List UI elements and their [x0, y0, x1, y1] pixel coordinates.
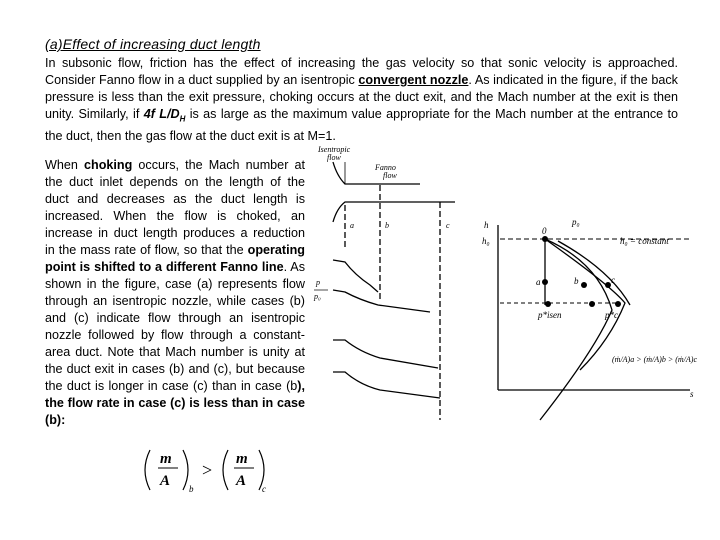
- svg-text:p₀: p₀: [314, 292, 321, 301]
- svg-text:p: p: [316, 278, 320, 287]
- svg-text:a: a: [350, 221, 354, 230]
- intro-text-1: In subsonic flow, friction has the effect of increasing the gas velocity so that sonic velocity is approached. Consider Fanno flow in a duct supplied by an isentropic: [45, 56, 678, 87]
- svg-text:m: m: [160, 451, 172, 467]
- svg-text:b: b: [574, 276, 579, 286]
- svg-text:A: A: [236, 473, 247, 489]
- svg-text:>: >: [202, 460, 213, 480]
- duct-labels: [313, 145, 450, 301]
- svg-text:h₀: h₀: [482, 236, 490, 246]
- hs-labels: [482, 217, 697, 399]
- svg-text:h₀ = constant: h₀ = constant: [620, 236, 669, 246]
- svg-text:p*c: p*c: [605, 310, 618, 320]
- svg-text:c: c: [446, 221, 450, 230]
- operating-point-term: operating point is shifted to a different Fanno line: [45, 243, 305, 274]
- svg-text:Isentropic: Isentropic: [318, 145, 351, 154]
- svg-text:flow: flow: [383, 171, 397, 180]
- svg-text:b: b: [385, 221, 389, 230]
- svg-text:m: m: [236, 451, 248, 467]
- svg-text:s: s: [690, 389, 694, 399]
- hs-diagram: [498, 225, 690, 420]
- svg-text:b: b: [189, 484, 194, 494]
- svg-text:0: 0: [542, 226, 547, 236]
- choking-paragraph: When choking occurs, the Mach number at the duct inlet depends on the length of the duct and decreases as the duct length is increased. When the flow is choked, an increase in duct length produces a reduction in the mass rate of flow, so that the operating point is shifted to a different Fanno line. As shown in the figure, case (a) represents flow through an isentropic nozzle, while cases (b) and (c) indicate flow through an isentropic nozzle followed by flow through a constant-area duct. Note that Mach number is unity at the duct exit in cases (b) and (c), but because the duct is longer in case (c) than in case (b), the flow rate in case (c) is less than in case (b):: [45, 158, 306, 427]
- section-title: (a)Effect of increasing duct length: [45, 36, 261, 52]
- svg-text:h: h: [484, 220, 489, 230]
- svg-text:Fanno: Fanno: [375, 163, 396, 172]
- hs-points: [542, 236, 621, 307]
- svg-text:A: A: [160, 473, 171, 489]
- svg-text:c: c: [611, 275, 615, 285]
- svg-text:flow: flow: [327, 153, 341, 162]
- convergent-nozzle-term: convergent nozzle: [358, 73, 469, 87]
- svg-text:a: a: [536, 277, 541, 287]
- svg-text:(ṁ/A)a > (ṁ/A)b > (ṁ/A)c: (ṁ/A)a > (ṁ/A)b > (ṁ/A)c: [612, 355, 697, 364]
- intro-text-2: . As indicated in the figure, if the back pressure is less than the exit pressure, choking occurs at the duct exit, and the Mach number at the exit is then unity. Similarly, if: [45, 73, 678, 121]
- flow-rate-conclusion: ), the flow rate in case (c) is less than in case (b):: [45, 379, 305, 427]
- duct-sketches: [333, 162, 455, 420]
- friction-ratio: 4f $L/D_H$: [143, 107, 186, 124]
- svg-text:p*isen: p*isen: [538, 310, 562, 320]
- svg-text:p₀: p₀: [572, 217, 580, 227]
- svg-text:c: c: [262, 484, 266, 494]
- choking-term: choking: [84, 158, 133, 172]
- intro-text-3: is as large as the maximum value appropriate for the Mach number at the entrance to the duct, then the gas flow at the duct exit is at M=1.: [45, 107, 679, 143]
